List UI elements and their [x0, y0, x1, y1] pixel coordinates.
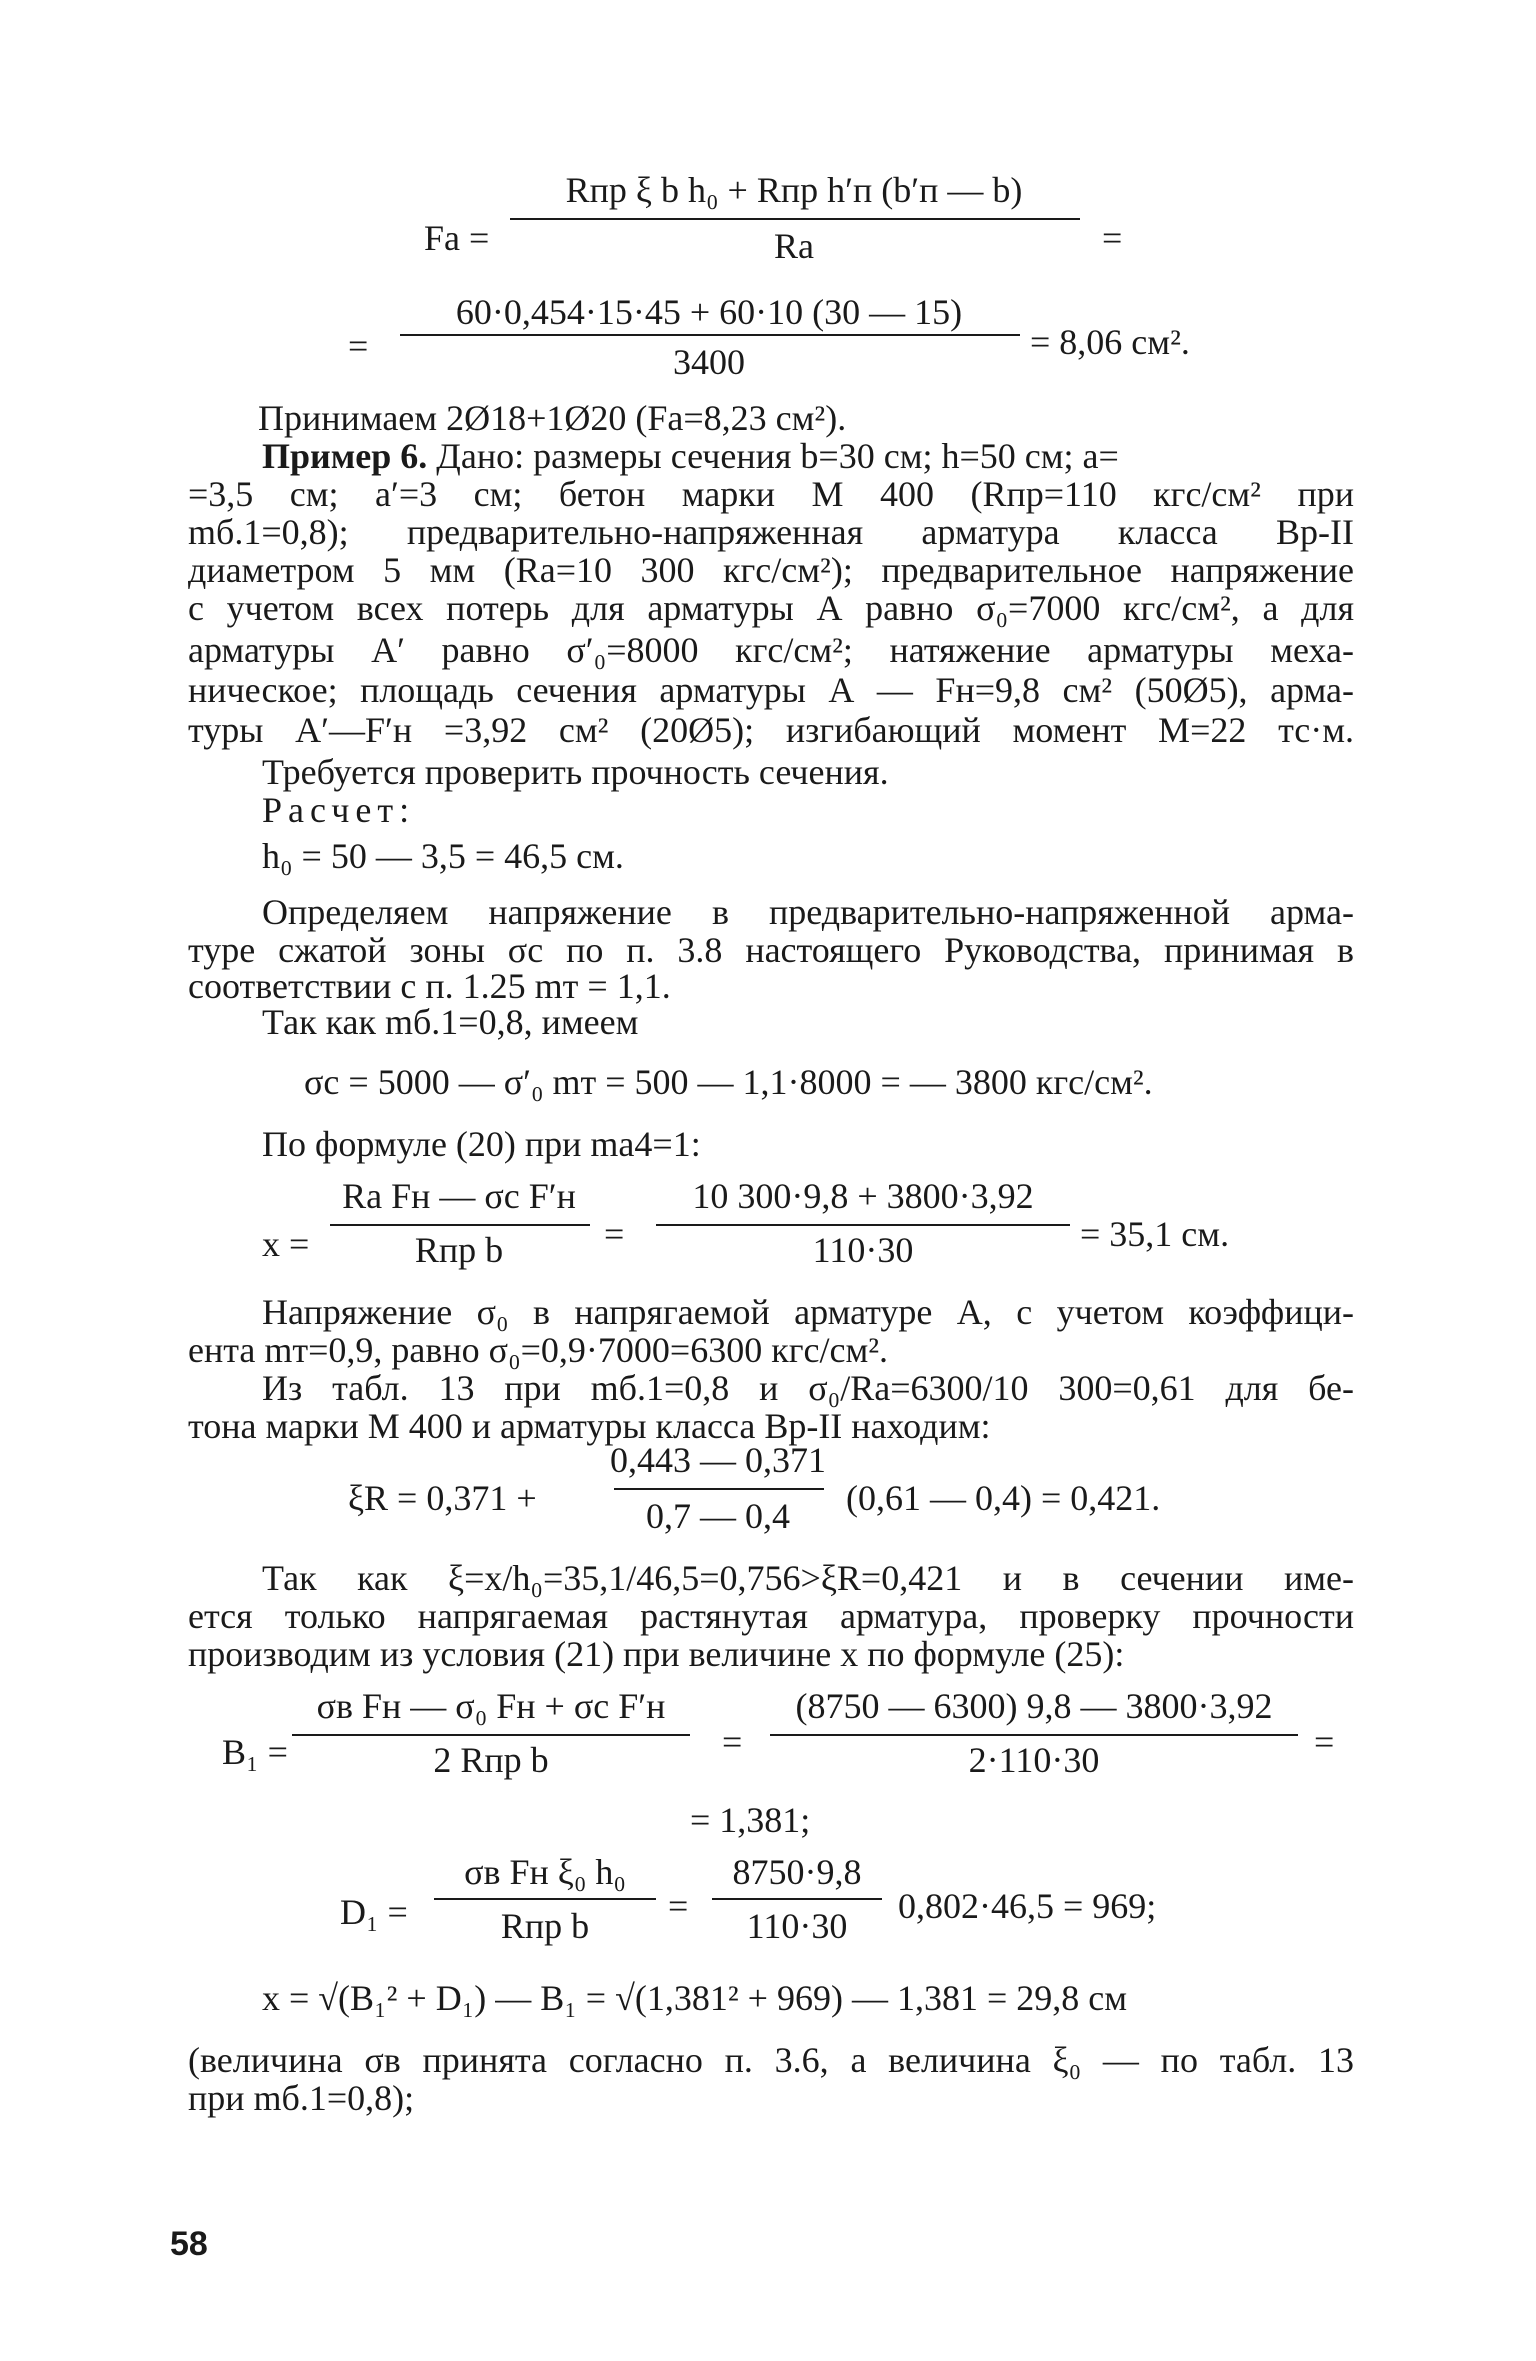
- table-line-0: Из табл. 13 при mб.1=0,8 и σ₀/Rа=6300/10 300=0,61 для бе-: [262, 1368, 1354, 1408]
- stress-line-1: ента mт=0,9, равно σ₀=0,9·7000=6300 кгс/см².: [188, 1330, 889, 1370]
- x-eq-num2: 10 300·9,8 + 3800·3,92: [692, 1176, 1034, 1216]
- d1-eq-lhs: D₁ =: [340, 1892, 408, 1932]
- example-6-line-2: mб.1=0,8); предварительно-напряженная арматура класса Вр-II: [188, 512, 1354, 552]
- d1-eq-den2: 110·30: [746, 1906, 848, 1946]
- x-eq-bar2: [656, 1224, 1070, 1226]
- xi-eq-num: 0,443 — 0,371: [610, 1440, 826, 1480]
- since-text: Так как mб.1=0,8, имеем: [262, 1002, 639, 1042]
- eq1-fraction-bar2: [400, 334, 1020, 336]
- example-6-line-7: туры А′—F′н =3,92 см² (20Ø5); изгибающий момент М=22 тс·м.: [188, 710, 1354, 750]
- b1-eq-den2: 2·110·30: [968, 1740, 1100, 1780]
- eq1-tail: =: [1102, 218, 1123, 258]
- d1-eq-bar2: [712, 1898, 882, 1900]
- x-root-equation: x = √(B₁² + D₁) — B₁ = √(1,381² + 969) — 1,381 = 29,8 см: [262, 1978, 1128, 2018]
- b1-eq-tail: =: [1314, 1722, 1335, 1762]
- d1-eq-result: 0,802·46,5 = 969;: [898, 1886, 1157, 1926]
- sigma-line-1: туре сжатой зоны σс по п. 3.8 настоящего Руководства, принимая в: [188, 930, 1354, 970]
- eq1-lead2: =: [348, 326, 369, 366]
- example-6-title: Пример 6.: [262, 436, 428, 476]
- x-eq-equals: =: [604, 1214, 625, 1254]
- sigma-c-equation: σс = 5000 — σ′₀ mт = 500 — 1,1·8000 = — 3800 кгс/см².: [304, 1062, 1153, 1102]
- eq1-lhs: Fа =: [424, 218, 490, 258]
- calc-heading: Расчет:: [262, 790, 416, 830]
- check-line-2: производим из условия (21) при величине x по формуле (25):: [188, 1634, 1125, 1674]
- eq1-result: = 8,06 см².: [1030, 322, 1190, 362]
- eq1-denominator: Rа: [774, 226, 814, 266]
- formula-intro: По формуле (20) при mа4=1:: [262, 1124, 701, 1164]
- check-line-0: Так как ξ=x/h₀=35,1/46,5=0,756>ξR=0,421 и в сечении име-: [262, 1558, 1354, 1598]
- table-line-1: тона марки М 400 и арматуры класса Вр-II находим:: [188, 1406, 991, 1446]
- b1-eq-bar2: [770, 1734, 1298, 1736]
- eq1-numerator: Rпр ξ b h₀ + Rпр h′п (b′п — b): [565, 170, 1023, 210]
- example-6-line-1: =3,5 см; a′=3 см; бетон марки М 400 (Rпр=110 кгс/см² при: [188, 474, 1354, 514]
- b1-eq-lhs: B₁ =: [222, 1732, 288, 1772]
- sigma-line-2: соответствии с п. 1.25 mт = 1,1.: [188, 966, 671, 1006]
- example-6-first-line: [262, 436, 1354, 476]
- sigma-line-0: Определяем напряжение в предварительно-напряженной арма-: [262, 892, 1354, 932]
- d1-eq-num2: 8750·9,8: [732, 1852, 862, 1892]
- note-line-1: при mб.1=0,8);: [188, 2078, 415, 2118]
- xi-eq-bar: [614, 1488, 824, 1490]
- example-6-line-4: с учетом всех потерь для арматуры А равно σ₀=7000 кгс/см², а для: [188, 588, 1354, 628]
- example-6-line-3: диаметром 5 мм (Rа=10 300 кгс/см²); предварительное напряжение: [188, 550, 1354, 590]
- b1-eq-num2: (8750 — 6300) 9,8 — 3800·3,92: [795, 1686, 1273, 1726]
- stress-line-0: Напряжение σ₀ в напрягаемой арматуре А, с учетом коэффици-: [262, 1292, 1354, 1332]
- d1-eq-bar1: [434, 1898, 656, 1900]
- example-6-line-6: ническое; площадь сечения арматуры А — Fн=9,8 см² (50Ø5), арма-: [188, 670, 1354, 710]
- eq1-fraction-bar: [510, 218, 1080, 220]
- example-6-line-5: арматуры А′ равно σ′₀=8000 кгс/см²; натяжение арматуры меха-: [188, 630, 1354, 670]
- accept-text: Принимаем 2Ø18+1Ø20 (Fа=8,23 см²).: [258, 398, 847, 438]
- note-line-0: (величина σв принята согласно п. 3.6, а величина ξ₀ — по табл. 13: [188, 2040, 1354, 2080]
- d1-eq-equals: =: [668, 1886, 689, 1926]
- b1-eq-num1: σв Fн — σ₀ Fн + σс F′н: [316, 1686, 666, 1726]
- check-line-1: ется только напрягаемая растянутая арматура, проверку прочности: [188, 1596, 1354, 1636]
- d1-eq-den1: Rпр b: [500, 1906, 590, 1946]
- xi-eq-den: 0,7 — 0,4: [646, 1496, 790, 1536]
- eq1-denominator2: 3400: [673, 342, 745, 382]
- example-6-line-0: Дано: размеры сечения b=30 см; h=50 см; a=: [436, 436, 1119, 476]
- h0-equation: h₀ = 50 — 3,5 = 46,5 см.: [262, 836, 624, 876]
- xi-eq-lhs: ξR = 0,371 +: [348, 1478, 537, 1518]
- eq1-numerator2: 60·0,454·15·45 + 60·10 (30 — 15): [455, 292, 963, 332]
- xi-eq-result: (0,61 — 0,4) = 0,421.: [846, 1478, 1161, 1518]
- b1-eq-bar1: [292, 1734, 690, 1736]
- x-eq-num1: Rа Fн — σс F′н: [342, 1176, 576, 1216]
- x-eq-result: = 35,1 см.: [1080, 1214, 1230, 1254]
- x-eq-lhs: x =: [262, 1224, 310, 1264]
- x-eq-den2: 110·30: [812, 1230, 914, 1270]
- x-eq-den1: Rпр b: [414, 1230, 504, 1270]
- b1-eq-den1: 2 Rпр b: [433, 1740, 549, 1780]
- b1-eq-result: = 1,381;: [690, 1800, 811, 1840]
- requirement-text: Требуется проверить прочность сечения.: [262, 752, 889, 792]
- d1-eq-num1: σв Fн ξ₀ h₀: [464, 1852, 626, 1892]
- b1-eq-equals: =: [722, 1722, 743, 1762]
- page-number: 58: [170, 2225, 208, 2263]
- x-eq-bar1: [330, 1224, 590, 1226]
